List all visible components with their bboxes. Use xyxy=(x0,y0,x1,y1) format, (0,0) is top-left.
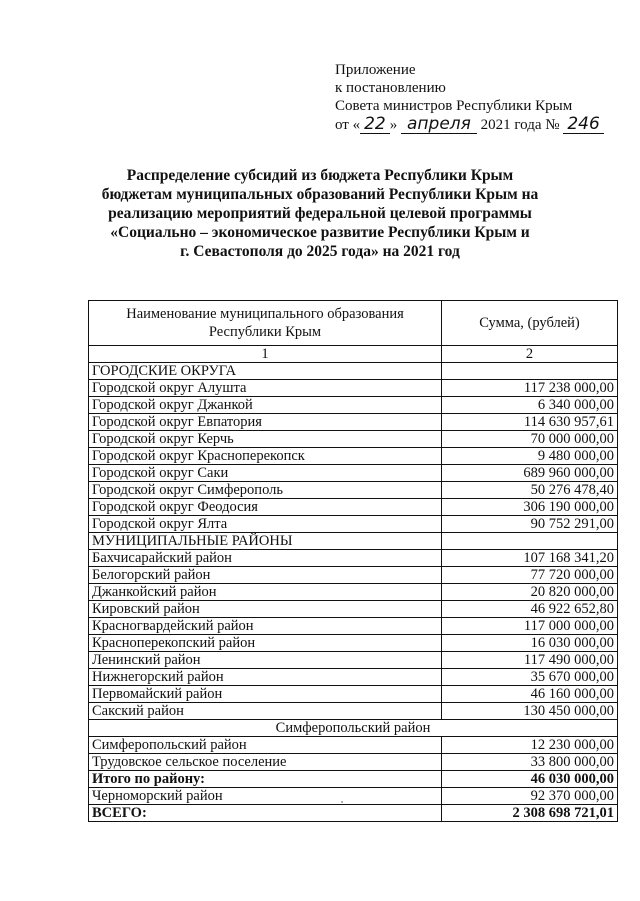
row-name: Джанкойский район xyxy=(89,584,442,601)
row-amount: 46 922 652,80 xyxy=(442,601,618,618)
scan-speck xyxy=(341,801,343,803)
appendix-label: Приложение xyxy=(335,62,416,78)
row-name: Симферопольский район xyxy=(89,737,442,754)
empty-cell xyxy=(442,533,618,550)
row-amount: 117 238 000,00 xyxy=(442,380,618,397)
row-amount: 689 960 000,00 xyxy=(442,465,618,482)
row-name: Белогорский район xyxy=(89,567,442,584)
date-year: 2021 года № xyxy=(480,117,560,133)
row-name: Городской округ Саки xyxy=(89,465,442,482)
row-name: Городской округ Алушта xyxy=(89,380,442,397)
table-row xyxy=(89,397,618,414)
date-line xyxy=(335,115,604,134)
col2-header: Сумма, (рублей) xyxy=(442,301,618,346)
simf-subheader-row xyxy=(89,720,618,737)
table-row xyxy=(89,584,618,601)
grand-total-amount: 2 308 698 721,01 xyxy=(442,805,618,822)
row-amount: 46 160 000,00 xyxy=(442,686,618,703)
row-amount: 117 490 000,00 xyxy=(442,652,618,669)
col1-index: 1 xyxy=(89,346,442,363)
simf-total-amount: 46 030 000,00 xyxy=(442,771,618,788)
table-row xyxy=(89,652,618,669)
title-line: реализацию мероприятий федеральной целевой программы xyxy=(108,205,532,222)
table-header-row xyxy=(89,301,618,346)
row-name: Первомайский район xyxy=(89,686,442,703)
table-row xyxy=(89,567,618,584)
row-amount: 12 230 000,00 xyxy=(442,737,618,754)
simf-total-row xyxy=(89,771,618,788)
title-line: «Социально – экономическое развитие Республики Крым и xyxy=(110,224,530,241)
table-row xyxy=(89,635,618,652)
row-amount: 130 450 000,00 xyxy=(442,703,618,720)
title-line: Распределение субсидий из бюджета Республики Крым xyxy=(126,167,514,184)
table-row xyxy=(89,516,618,533)
row-amount: 9 480 000,00 xyxy=(442,448,618,465)
col1-header: Наименование муниципального образования Республики Крым xyxy=(89,301,442,346)
column-index-row xyxy=(89,346,618,363)
district-amount: 92 370 000,00 xyxy=(442,788,618,805)
row-amount: 16 030 000,00 xyxy=(442,635,618,652)
table-row xyxy=(89,618,618,635)
row-amount: 35 670 000,00 xyxy=(442,669,618,686)
row-name: Нижнегорский район xyxy=(89,669,442,686)
row-name: Городской округ Керчь xyxy=(89,431,442,448)
table-row xyxy=(89,788,618,805)
row-name: Городской округ Феодосия xyxy=(89,499,442,516)
table-row xyxy=(89,431,618,448)
row-name: Городской округ Евпатория xyxy=(89,414,442,431)
table-row xyxy=(89,737,618,754)
table-row xyxy=(89,465,618,482)
col2-index: 2 xyxy=(442,346,618,363)
date-prefix: от « xyxy=(335,117,361,133)
row-name: Трудовское сельское поселение xyxy=(89,754,442,771)
resolution-label: к постановлению xyxy=(335,80,446,96)
table-row xyxy=(89,754,618,771)
table-row xyxy=(89,414,618,431)
date-quote-close: » xyxy=(389,117,398,133)
row-amount: 114 630 957,61 xyxy=(442,414,618,431)
handwritten-day: 22 xyxy=(360,115,390,134)
grand-total-row xyxy=(89,805,618,822)
empty-cell xyxy=(442,363,618,380)
table-row xyxy=(89,499,618,516)
table-row xyxy=(89,380,618,397)
district-rows xyxy=(89,550,618,720)
title-line: г. Севастополя до 2025 года» на 2021 год xyxy=(180,243,460,260)
table-row xyxy=(89,482,618,499)
simf-rows xyxy=(89,737,618,771)
row-name: Городской округ Симферополь xyxy=(89,482,442,499)
row-name: Красногвардейский район xyxy=(89,618,442,635)
handwritten-month: апреля xyxy=(401,115,477,134)
row-name: Городской округ Красноперекопск xyxy=(89,448,442,465)
row-amount: 90 752 291,00 xyxy=(442,516,618,533)
appendix-header xyxy=(335,61,604,134)
row-amount: 6 340 000,00 xyxy=(442,397,618,414)
row-amount: 70 000 000,00 xyxy=(442,431,618,448)
table-row xyxy=(89,550,618,567)
council-label: Совета министров Республики Крым xyxy=(335,98,573,114)
district-name: Черноморский район xyxy=(89,788,442,805)
row-name: Сакский район xyxy=(89,703,442,720)
table-row xyxy=(89,601,618,618)
grand-total-label: ВСЕГО: xyxy=(89,805,442,822)
section-districts-title: МУНИЦИПАЛЬНЫЕ РАЙОНЫ xyxy=(89,533,442,550)
simf-subheader: Симферопольский район xyxy=(89,720,618,737)
simf-total-label: Итого по району: xyxy=(89,771,442,788)
row-name: Городской округ Джанкой xyxy=(89,397,442,414)
table-row xyxy=(89,703,618,720)
row-amount: 306 190 000,00 xyxy=(442,499,618,516)
row-amount: 20 820 000,00 xyxy=(442,584,618,601)
table-row xyxy=(89,686,618,703)
row-amount: 33 800 000,00 xyxy=(442,754,618,771)
row-amount: 50 276 478,40 xyxy=(442,482,618,499)
urban-rows xyxy=(89,380,618,533)
table-row xyxy=(89,448,618,465)
subsidy-table xyxy=(88,300,618,822)
title-line: бюджетам муниципальных образований Республики Крым на xyxy=(101,186,539,203)
row-name: Бахчисарайский район xyxy=(89,550,442,567)
row-name: Городской округ Ялта xyxy=(89,516,442,533)
row-amount: 77 720 000,00 xyxy=(442,567,618,584)
row-name: Ленинский район xyxy=(89,652,442,669)
row-amount: 107 168 341,20 xyxy=(442,550,618,567)
row-name: Кировский район xyxy=(89,601,442,618)
section-districts-row xyxy=(89,533,618,550)
row-name: Красноперекопский район xyxy=(89,635,442,652)
section-urban-row xyxy=(89,363,618,380)
section-urban-title: ГОРОДСКИЕ ОКРУГА xyxy=(89,363,442,380)
document-title xyxy=(60,166,580,261)
table-row xyxy=(89,669,618,686)
handwritten-doc-number: 246 xyxy=(563,115,603,134)
row-amount: 117 000 000,00 xyxy=(442,618,618,635)
